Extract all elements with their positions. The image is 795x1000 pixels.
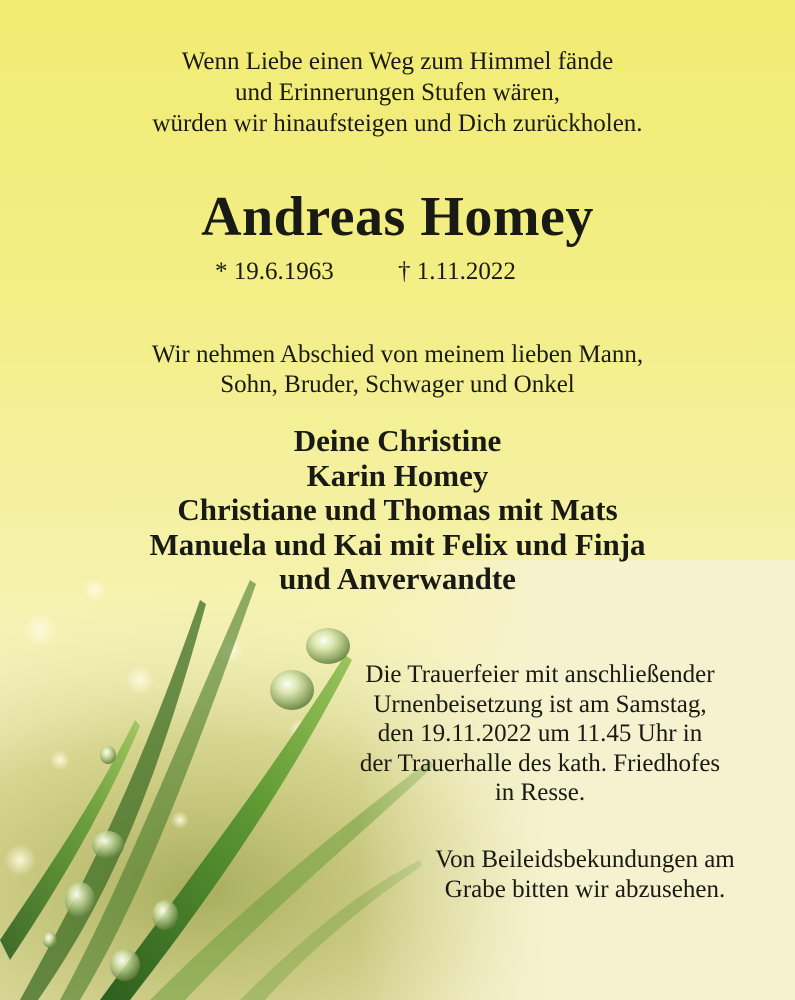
life-dates — [215, 258, 575, 292]
funeral-line: Die Trauerfeier mit anschließender — [365, 661, 715, 688]
condolence-note — [380, 845, 790, 904]
death-date: † 1.11.2022 — [398, 258, 516, 285]
poem-line: würden wir hinaufsteigen und Dich zurückholen. — [152, 110, 643, 137]
mourners-list — [0, 424, 795, 597]
funeral-line: Urnenbeisetzung ist am Samstag, — [373, 690, 707, 718]
farewell-line: Sohn, Bruder, Schwager und Onkel — [220, 371, 575, 398]
farewell-text — [0, 340, 795, 400]
mourner-line: Deine Christine — [293, 423, 502, 458]
funeral-line: der Trauerhalle des kath. Friedhofes — [359, 749, 721, 777]
poem-line: und Erinnerungen Stufen wären, — [235, 79, 560, 106]
mourner-line: und Anverwandte — [279, 561, 516, 596]
funeral-line: in Resse. — [494, 779, 586, 806]
condolence-line: Grabe bitten wir abzusehen. — [444, 875, 726, 903]
mourner-line: Karin Homey — [306, 457, 489, 493]
poem — [0, 46, 795, 139]
farewell-line: Wir nehmen Abschied von meinem lieben Mann, — [151, 341, 644, 368]
birth-date: * 19.6.1963 — [215, 258, 334, 285]
mourner-line: Christiane und Thomas mit Mats — [177, 492, 618, 527]
mourner-line: Manuela und Kai mit Felix und Finja — [149, 526, 646, 562]
condolence-line: Von Beileidsbekundungen am — [435, 846, 735, 873]
deceased-name: Andreas Homey — [201, 186, 594, 248]
funeral-line: den 19.11.2022 um 11.45 Uhr in — [377, 720, 703, 747]
funeral-details — [330, 660, 750, 808]
poem-line: Wenn Liebe einen Weg zum Himmel fände — [181, 48, 614, 75]
